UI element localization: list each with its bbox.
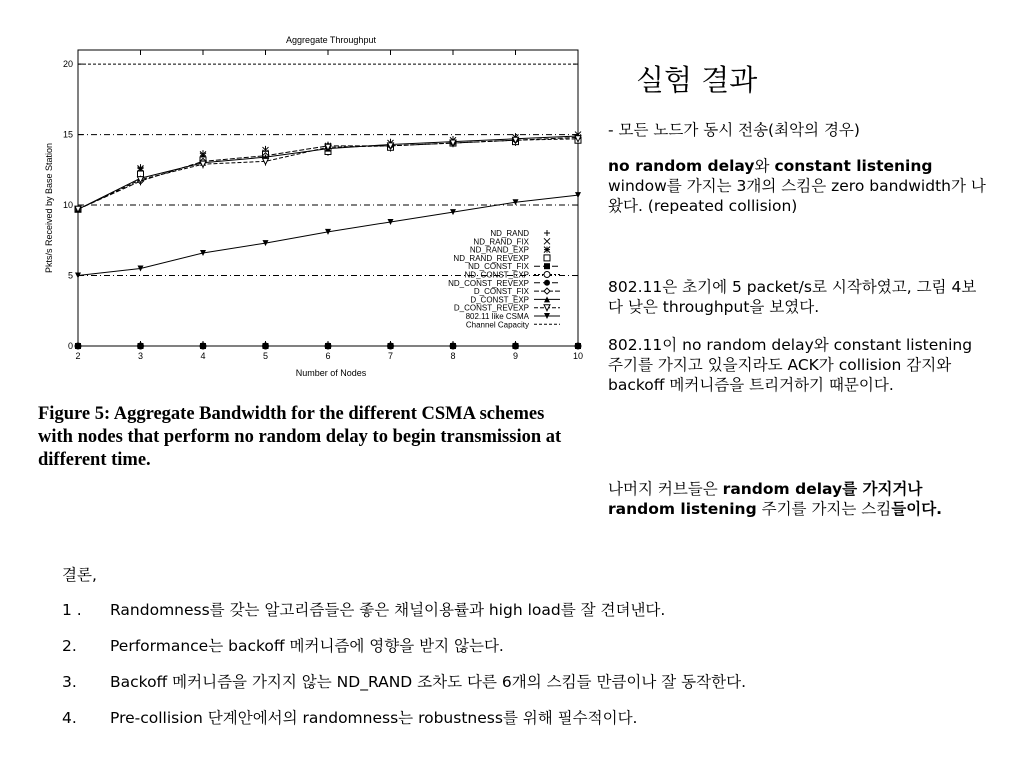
bold-constant-listening: constant listening	[774, 157, 933, 175]
legend-label: D_CONST_FIX	[473, 287, 529, 297]
observation-simultaneous: - 모든 노드가 동시 전송(최악의 경우)	[608, 121, 860, 139]
legend-marker	[544, 263, 550, 269]
conclusion-heading: 결론,	[62, 566, 97, 584]
data-point	[75, 343, 81, 349]
x-tick-label: 5	[262, 351, 269, 361]
conclusion-text: Backoff 메커니즘을 가지지 않는 ND_RAND 조차도 다른 6개의 스킴들 만큼이나 잘 동작한다.	[110, 673, 746, 691]
legend-label: ND_CONST_FIX	[468, 262, 529, 272]
conclusion-item-3	[62, 672, 746, 692]
x-tick-label: 3	[137, 351, 144, 361]
figure-caption: Figure 5: Aggregate Bandwidth for the different CSMA schemes with nodes that perform no random delay to begin transmission at different time.	[38, 404, 562, 470]
legend-label: ND_RAND_FIX	[473, 237, 529, 247]
conclusion-number: 1 .	[62, 601, 82, 619]
legend-label: 802.11 like CSMA	[465, 312, 529, 321]
y-tick-label: 0	[67, 341, 73, 351]
observation-zero-bandwidth	[608, 156, 990, 216]
data-point	[388, 343, 394, 349]
data-point	[513, 343, 519, 349]
bold-random-delay: random delay를 가지거나 random listening	[608, 480, 923, 518]
y-tick-label: 10	[62, 200, 73, 211]
x-tick-label: 8	[450, 351, 456, 361]
legend-marker	[544, 288, 550, 294]
legend-marker	[544, 230, 550, 236]
x-tick-label: 7	[387, 351, 394, 361]
legend-label: ND_CONST_REVEXP	[448, 278, 529, 288]
legend-marker	[544, 255, 550, 261]
slide-title: 실험 결과	[636, 63, 758, 97]
legend-marker	[544, 238, 550, 244]
legend-label: ND_RAND_REVEXP	[453, 253, 529, 263]
y-axis-label: Pkts/s Received by Base Station	[44, 142, 54, 274]
observation-80211-start: 802.11은 초기에 5 packet/s로 시작하였고, 그림 4보다 낮은 throughput을 보였다.	[608, 278, 977, 316]
x-tick-label: 4	[200, 351, 206, 361]
data-point	[138, 343, 144, 349]
legend-label: D_CONST_REVEXP	[453, 303, 529, 313]
text-window: window를 가지는 3개의 스킴은 zero bandwidth가 나왔다. (repeated collision)	[608, 177, 986, 215]
legend-label: ND_RAND_EXP	[469, 245, 529, 255]
conclusion-item-1	[62, 600, 665, 620]
conclusion-text: Performance는 backoff 메커니즘에 영향을 받지 않는다.	[110, 637, 504, 655]
x-tick-label: 2	[75, 351, 81, 361]
data-point	[325, 343, 331, 349]
text-period: 주기를 가지는 스킴	[756, 500, 892, 518]
conclusion-number: 4.	[62, 709, 77, 727]
y-tick-label: 20	[62, 59, 73, 70]
chart-title: Aggregate Throughput	[286, 35, 376, 45]
legend-label: Channel Capacity	[465, 320, 529, 330]
data-point	[450, 343, 456, 349]
text-wa: 와	[754, 157, 775, 175]
bold-are-schemes: 들이다.	[891, 500, 943, 518]
legend-marker	[544, 247, 550, 253]
data-point	[200, 343, 206, 349]
x-tick-label: 10	[572, 351, 584, 361]
conclusion-item-2	[62, 636, 504, 656]
legend-marker	[544, 272, 550, 278]
conclusion-number: 3.	[62, 673, 77, 691]
throughput-chart	[30, 28, 590, 388]
data-point	[263, 343, 269, 349]
conclusion-item-4	[62, 708, 637, 728]
legend-label: ND_CONST_EXP	[464, 270, 529, 280]
conclusion-text: Pre-collision 단계안에서의 randomness는 robustness를 위해 필수적이다.	[110, 709, 638, 727]
legend-label: ND_RAND	[490, 229, 529, 238]
conclusion-number: 2.	[62, 637, 77, 655]
x-axis-label: Number of Nodes	[295, 368, 367, 378]
legend-label: D_CONST_EXP	[470, 295, 529, 305]
bold-no-random-delay: no random delay	[608, 157, 755, 175]
observation-other-curves	[608, 479, 990, 519]
legend-marker	[544, 280, 550, 286]
conclusion-text: Randomness를 갖는 알고리즘들은 좋은 채널이용률과 high load를 잘 견뎌낸다.	[110, 601, 666, 619]
x-tick-label: 9	[512, 351, 519, 361]
x-tick-label: 6	[325, 351, 331, 361]
text-remaining: 나머지 커브들은	[608, 480, 723, 498]
observation-80211-reason: 802.11이 no random delay와 constant listening 주기를 가지고 있을지라도 ACK가 collision 감지와 backoff 메커니즘을 트리거하기 때문이다.	[608, 336, 973, 394]
data-point	[575, 343, 581, 349]
y-tick-label: 5	[67, 270, 73, 281]
y-tick-label: 15	[62, 129, 73, 140]
data-point	[138, 165, 144, 171]
